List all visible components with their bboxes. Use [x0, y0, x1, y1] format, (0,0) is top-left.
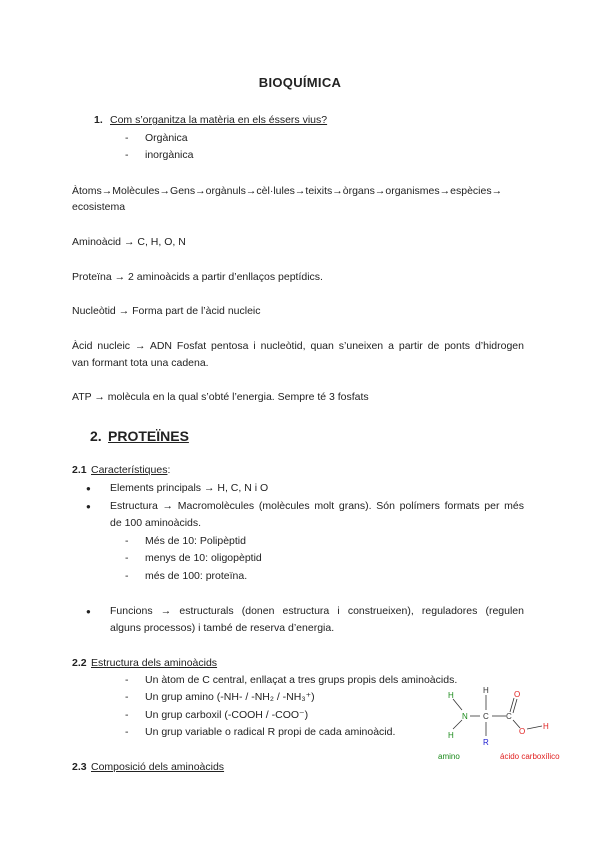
bullet-item-continuation: de 100 aminoàcids.: [110, 517, 202, 529]
section-2-number: 2.: [90, 428, 102, 444]
atom-h-amino-top: H: [448, 691, 454, 700]
chain-text-line2: ecosistema: [72, 201, 126, 213]
label-amino: amino: [438, 752, 460, 761]
section-2-1-heading: Característiques: [91, 464, 168, 476]
proteina-text: Proteïna → 2 aminoàcids a partir d’enllaços peptídics.: [72, 271, 323, 283]
label-carboxyl: ácido carboxílico: [500, 752, 560, 761]
atom-c-carboxyl: C: [506, 712, 512, 721]
atom-h-hydroxyl: H: [543, 722, 549, 731]
nucleotid-text: Nucleòtid → Forma part de l’àcid nucleic: [72, 305, 261, 317]
atom-o-hydroxyl: O: [519, 727, 526, 736]
atom-h-central: H: [483, 686, 489, 695]
bullet-item: ● Elements principals → H, C, N i O: [110, 481, 268, 495]
acid-nucleic-line1: Àcid nucleic → ADN Fosfat pentosa i nucleòtid, quan s’uneixen a partir de ponts d’hidrogen: [72, 340, 524, 352]
section-2-3-number: 2.3: [72, 761, 87, 773]
page-title: BIOQUÍMICA: [258, 75, 342, 90]
bullet-item: ● Estructura → Macromolècules (molècules molt grans). Són polímers formats per més: [110, 499, 524, 513]
list-item: - més de 100: proteïna.: [145, 569, 247, 583]
acid-nucleic-line2: van formant tota una cadena.: [72, 357, 209, 369]
chain-text-line1: Àtoms→Molècules→Gens→orgànuls→cèl·lules→teixits→òrgans→organismes→espècies→: [72, 185, 503, 197]
section-2-1-title: [91, 463, 170, 477]
section-2-1-number: 2.1: [72, 464, 87, 476]
bullet-item-continuation: alguns processos) i també de reserva d’energia.: [110, 622, 335, 634]
list-item: - Un grup amino (-NH- / -NH₂ / -NH₃⁺): [145, 690, 315, 704]
amino-acid-structure-diagram: [420, 684, 590, 766]
bullet-item: ● Funcions → estructurals (donen estructura i construeixen), reguladores (regulen: [110, 604, 524, 618]
section-2-heading: PROTEÏNES: [108, 428, 189, 444]
list-item: - Un grup carboxil (-COOH / -COO⁻): [145, 708, 308, 722]
section-2-2-heading: Estructura dels aminoàcids: [91, 657, 218, 669]
list-item: - Un àtom de C central, enllaçat a tres grups propis dels aminoàcids.: [145, 673, 457, 687]
section-1-question: Com s’organitza la matèria en els éssers vius?: [110, 114, 328, 126]
list-item: - inorgànica: [145, 148, 193, 162]
list-item: - menys de 10: oligopèptid: [145, 551, 262, 565]
section-2-3-heading: Composició dels aminoàcids: [91, 761, 225, 773]
atom-o-double: O: [514, 690, 521, 699]
atp-text: ATP → molècula en la qual s’obté l’energia. Sempre té 3 fosfats: [72, 391, 369, 403]
list-item: - Més de 10: Polipèptid: [145, 534, 246, 548]
section-1-number: 1.: [94, 114, 103, 126]
section-2-2-number: 2.2: [72, 657, 87, 669]
atom-c-central: C: [483, 712, 489, 721]
section-2-1-colon: :: [167, 464, 171, 476]
list-item: - Un grup variable o radical R propi de cada aminoàcid.: [145, 725, 395, 739]
atom-n-amino: N: [462, 712, 468, 721]
atom-r-group: R: [483, 738, 489, 747]
atom-h-amino-bottom: H: [448, 731, 454, 740]
list-item: - Orgànica: [145, 131, 188, 145]
aminoacid-text: Aminoàcid → C, H, O, N: [72, 236, 186, 248]
